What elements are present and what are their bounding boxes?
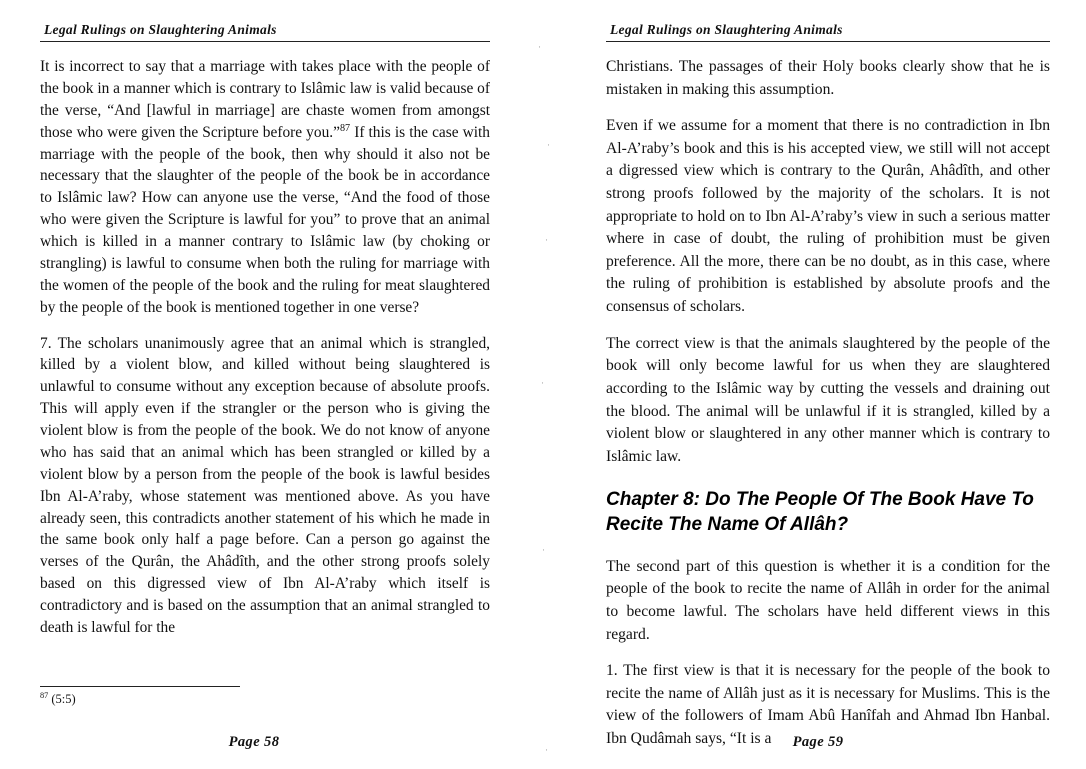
header-rule-right	[606, 41, 1050, 42]
running-head-right: Legal Rulings on Slaughtering Animals	[610, 22, 843, 37]
body-text-right	[606, 56, 1050, 751]
running-head-left: Legal Rulings on Slaughtering Animals	[44, 22, 277, 37]
gutter-speck-icon: ·	[538, 42, 541, 52]
paragraph: Even if we assume for a moment that there is no contradiction in Ibn Al-A’raby’s book and this is his accepted view, we still will not accept a digressed view which is contrary to the Qurân, Ahâdîth, and other strong proofs followed by the majority of the scholars. It is not appropriate to hold on to Ibn Al-A’raby’s view in such a serious matter where in case of doubt, the ruling of prohibition must be given preference. All the more, there can be no doubt, as in this case, where the ruling of prohibition is established by absolute proofs and the consensus of scholars.	[606, 117, 1050, 316]
footnote-body: (5:5)	[51, 691, 76, 706]
chapter-heading: Chapter 8: Do The People Of The Book Have To Recite The Name Of Allâh?	[606, 489, 1034, 536]
paragraph: The correct view is that the animals slaughtered by the people of the book will only become lawful for us when they are slaughtered according to the Islâmic way by cutting the vessels and draining out the blood. The animal will be unlawful if it is strangled, killed by a violent blow or slaughtered in any other manner which is contrary to Islâmic law.	[606, 334, 1050, 465]
paragraph: 7. The scholars unanimously agree that an animal which is strangled, killed by a violent blow, and killed without being slaughtered is unlawful to consume without any exception because of absolute proofs. This will apply even if the strangler or the person who is giving the violent blow is from the people of the book. We do not know of anyone who has said that an animal which has been strangled or killed by a violent blow by a person from the people of the book is lawful besides Ibn Al-A’raby, whose statement was mentioned above. As you have already seen, this contradicts another statement of his which he made in the same book only half a page before. Can a person go against the verses of the Qurân, the Ahâdîth, and the other strong proofs solely based on this digressed view of Ibn Al-A’raby which itself is contradictory and is based on the assumption that an animal strangled to death is lawful for the	[40, 334, 490, 636]
paragraph: 1. The first view is that it is necessary for the people of the book to recite the name of Allâh just as it is necessary for Muslims. This is the view of the followers of Imam Abû Hanîfah and Ahmad Ibn Hanbal. Ibn Qudâmah says, “It is a	[606, 662, 1050, 747]
footnote-ref: 87	[339, 122, 351, 134]
paragraph: Christians. The passages of their Holy books clearly show that he is mistaken in making this assumption.	[606, 58, 1050, 98]
page-number-left: Page 58	[228, 734, 280, 750]
body-text-left	[40, 56, 490, 639]
gutter-speck-icon: ·	[545, 235, 548, 245]
paragraph-text: It is incorrect to say that a marriage with takes place with the people of the book in a manner which is contrary to Islâmic law is valid because of the verse, “And [lawful in marriage] are chaste women from amongst those who were given the Scripture before you.”	[40, 58, 490, 141]
gutter-speck-icon: ·	[541, 378, 544, 388]
gutter-speck-icon: ·	[545, 745, 548, 755]
page-left	[0, 0, 520, 769]
paragraph	[40, 56, 490, 319]
footnote-number: 87	[40, 690, 49, 700]
gutter-speck-icon: ·	[547, 140, 550, 150]
paragraph-text-cont: If this is the case with marriage with the people of the book, then why should it also not be necessary that the slaughter of the people of the book be in accordance to Islâmic law? How can anyone use the verse, “And the food of those who were given the Scripture is lawful for you” to prove that an animal which is killed in a manner contrary to Islâmic law (by choking or strangling) is lawful to consume when both the ruling for marriage with the women of the people of the book and the ruling for meat slaughtered by the people of the book is mentioned together in one verse?	[40, 123, 491, 316]
gutter-speck-icon: ·	[542, 545, 545, 555]
footnote-rule	[40, 686, 240, 687]
footnote-area-left	[40, 686, 480, 707]
page-number-right: Page 59	[792, 734, 844, 750]
page-right	[566, 0, 1086, 769]
header-rule-left	[40, 41, 490, 42]
paragraph: The second part of this question is whether it is a condition for the people of the book to recite the name of Allâh in order for the animal to become lawful. The scholars have held different views in this regard.	[606, 557, 1050, 643]
footnote	[40, 691, 480, 707]
